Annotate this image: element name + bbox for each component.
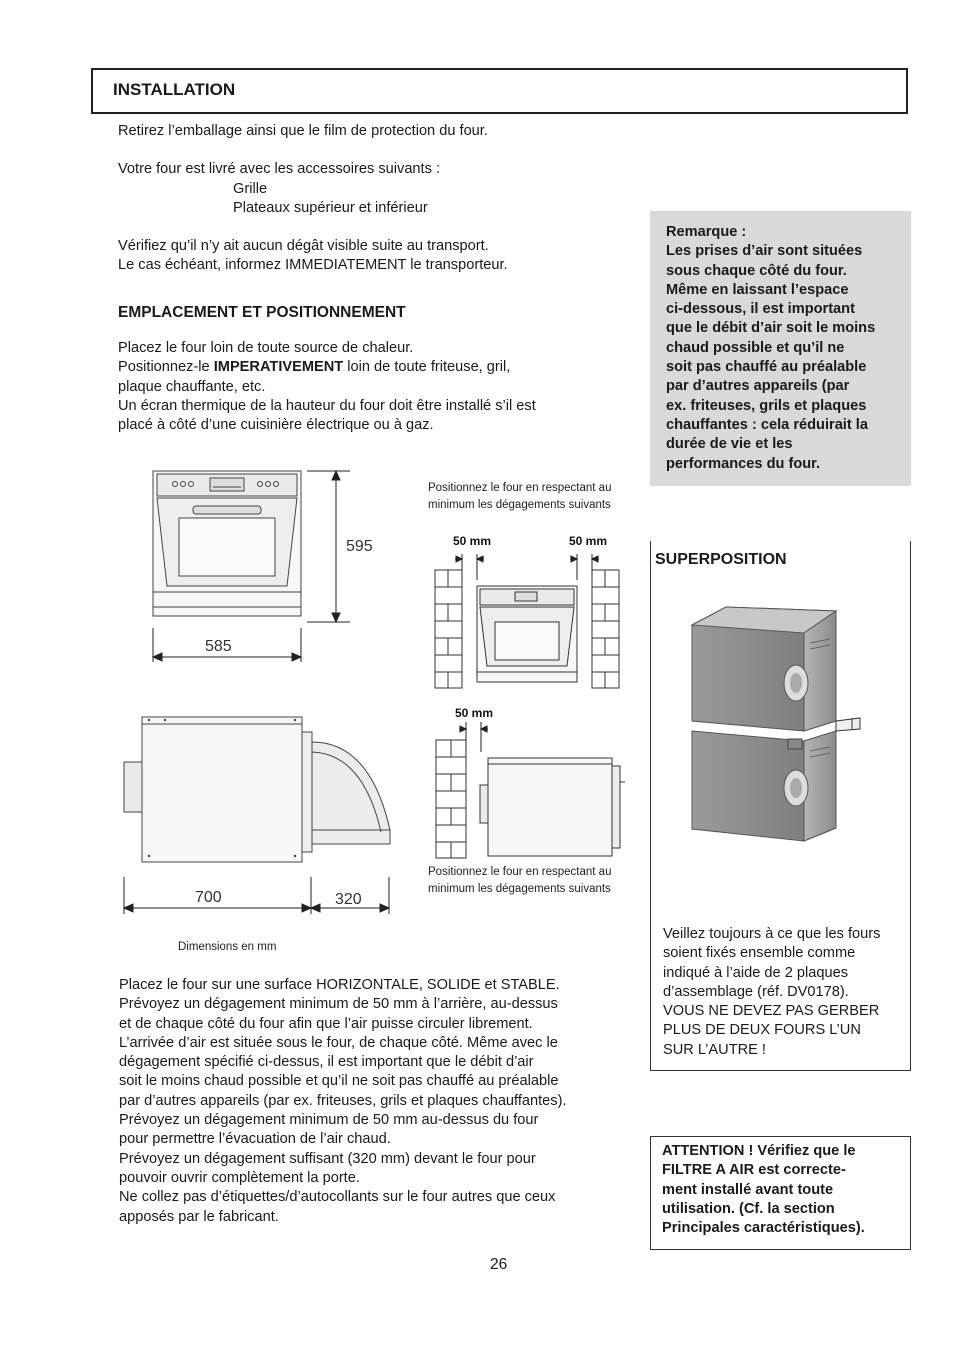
placement-line: et de chaque côté du four afin que l’air puisse circuler librement. — [119, 1015, 533, 1032]
attention-box — [650, 1136, 911, 1250]
clearance-caption-bottom — [428, 864, 611, 898]
superposition-line: d’assemblage (réf. DV0178). — [663, 983, 849, 1000]
text-run: loin de toute friteuse, gril, — [343, 359, 511, 376]
placement-line: L’arrivée d’air est située sous le four, de chaque côté. Même avec le — [119, 1034, 558, 1051]
back-clearance-diagram — [433, 720, 628, 865]
superposition-line: PLUS DE DEUX FOURS L’UN — [663, 1022, 861, 1039]
oven-side-diagram — [115, 712, 400, 917]
placement-line: Prévoyez un dégagement minimum de 50 mm à l’arrière, au-dessus — [119, 996, 558, 1013]
placement-line: Prévoyez un dégagement suffisant (320 mm) devant le four pour — [119, 1150, 536, 1167]
placement-text — [119, 976, 567, 1227]
remark-line: ci-dessous, il est important — [666, 301, 855, 318]
remark-line: sous chaque côté du four. — [666, 262, 847, 279]
depth-dimension-label: 700 — [195, 889, 222, 906]
units-note: Dimensions en mm — [178, 941, 277, 953]
caption-line: minimum les dégagements suivants — [428, 499, 611, 511]
emplacement-title: EMPLACEMENT ET POSITIONNEMENT — [118, 304, 406, 321]
remark-line: soit pas chauffé au préalable — [666, 359, 867, 376]
remark-line: Remarque : — [666, 224, 747, 240]
emphasis-text: IMPERATIVEMENT — [213, 359, 344, 376]
placement-line: dégagement spécifié ci-dessus, il est important que le débit d’air — [119, 1054, 534, 1071]
caption-line: minimum les dégagements suivants — [428, 883, 611, 895]
emplacement-line: Un écran thermique de la hauteur du four doit être installé s’il est — [118, 397, 536, 414]
remark-line: Les prises d’air sont situées — [666, 243, 863, 260]
remark-line: chauffantes : cela réduirait la — [666, 416, 868, 433]
clearance-right-label: 50 mm — [569, 534, 608, 548]
placement-line: apposés par le fabricant. — [119, 1208, 279, 1225]
emplacement-text — [118, 339, 536, 435]
remark-line: chaud possible et qu’il ne — [666, 339, 845, 356]
text-run: Positionnez-le — [118, 359, 214, 376]
superposition-line: Veillez toujours à ce que les fours — [663, 926, 881, 942]
attention-line: ATTENTION ! Vérifiez que le — [662, 1143, 856, 1159]
section-title: INSTALLATION — [113, 80, 236, 99]
oven-front-diagram — [115, 462, 375, 667]
accessory-item: Plateaux supérieur et inférieur — [233, 199, 428, 216]
superposition-text — [663, 925, 880, 1060]
height-dimension-label: 595 — [346, 538, 373, 555]
intro-line: Le cas échéant, informez IMMEDIATEMENT le transporteur. — [118, 257, 508, 274]
remark-line: performances du four. — [666, 455, 821, 472]
caption-line: Positionnez le four en respectant au — [428, 866, 612, 878]
placement-line: Placez le four sur une surface HORIZONTALE, SOLIDE et STABLE. — [119, 977, 560, 993]
intro-line: Votre four est livré avec les accessoires suivants : — [118, 161, 441, 178]
superposition-line: VOUS NE DEVEZ PAS GERBER — [663, 1003, 880, 1020]
superposition-line: soient fixés ensemble comme — [663, 945, 856, 962]
clearance-back-label: 50 mm — [455, 706, 494, 720]
emplacement-line — [118, 358, 536, 377]
accessory-item: Grille — [233, 180, 268, 197]
width-dimension-label: 585 — [205, 638, 232, 655]
emplacement-line: plaque chauffante, etc. — [118, 378, 266, 395]
remark-line: durée de vie et les — [666, 436, 793, 453]
superposition-title: SUPERPOSITION — [655, 551, 787, 568]
attention-line: FILTRE A AIR est correcte- — [662, 1162, 846, 1179]
remark-line: Même en laissant l’espace — [666, 281, 849, 298]
placement-line: par d’autres appareils (par ex. friteuses, grils et plaques chauffantes). — [119, 1092, 567, 1109]
emplacement-line: placé à côté d’une cuisinière électrique ou à gaz. — [118, 417, 434, 434]
clearance-caption-top — [428, 480, 611, 514]
clearance-left-label: 50 mm — [453, 534, 492, 548]
placement-line: Ne collez pas d’étiquettes/d’autocollants sur le four autres que ceux — [119, 1189, 556, 1206]
superposition-line: SUR L’AUTRE ! — [663, 1041, 766, 1058]
placement-line: pouvoir ouvrir complètement la porte. — [119, 1169, 360, 1186]
intro-text — [118, 122, 508, 276]
placement-line: Prévoyez un dégagement minimum de 50 mm au-dessus du four — [119, 1112, 539, 1129]
attention-line: utilisation. (Cf. la section — [662, 1200, 835, 1217]
remark-line: par d’autres appareils (par — [666, 378, 850, 395]
emplacement-line: Placez le four loin de toute source de chaleur. — [118, 340, 414, 356]
stacked-ovens-illustration — [686, 603, 866, 848]
page-number: 26 — [490, 1256, 508, 1273]
front-clearance-diagram — [433, 550, 623, 695]
remark-line: ex. friteuses, grils et plaques — [666, 397, 867, 414]
intro-line: Vérifiez qu’il n’y ait aucun dégât visible suite au transport. — [118, 238, 489, 255]
door-clearance-label: 320 — [335, 891, 362, 908]
remark-line: que le débit d’air soit le moins — [666, 320, 876, 337]
placement-line: soit le moins chaud possible et qu’il ne soit pas chauffé au préalable — [119, 1073, 559, 1090]
remark-box — [650, 211, 911, 486]
caption-line: Positionnez le four en respectant au — [428, 482, 612, 494]
placement-line: pour permettre l’évacuation de l’air chaud. — [119, 1131, 391, 1148]
attention-line: Principales caractéristiques). — [662, 1220, 865, 1237]
superposition-line: indiqué à l’aide de 2 plaques — [663, 964, 849, 981]
attention-line: ment installé avant toute — [662, 1181, 834, 1198]
intro-line: Retirez l’emballage ainsi que le film de protection du four. — [118, 123, 488, 139]
